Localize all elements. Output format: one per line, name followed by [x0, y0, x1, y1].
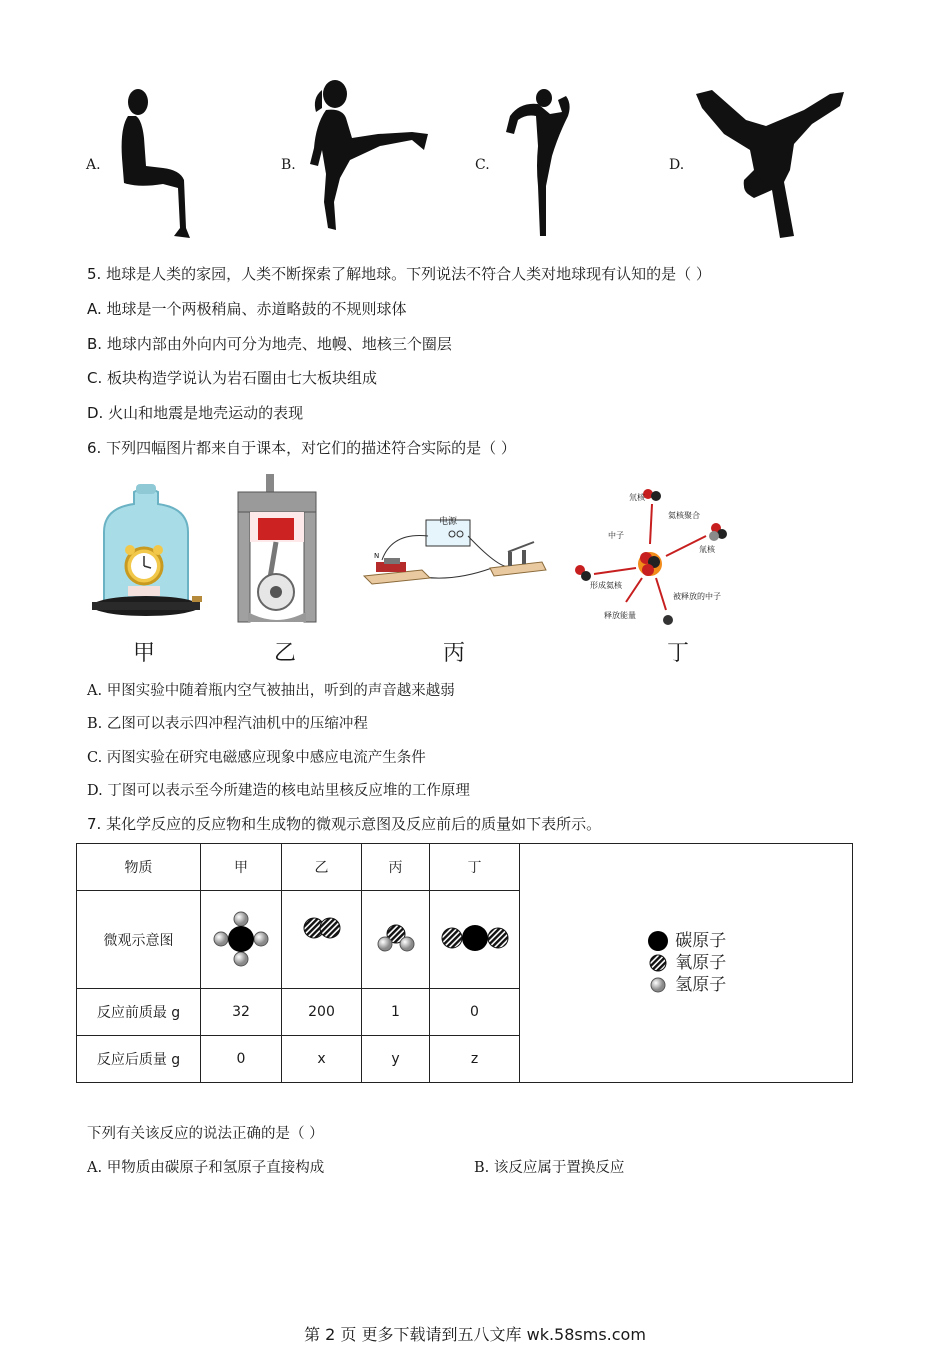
q6-option-d: D. 丁图可以表示至今所建造的核电站里核反应堆的工作原理	[87, 783, 470, 799]
hydrogen-atom-icon	[646, 974, 670, 996]
q5-option-b: B. 地球内部由外向内可分为地壳、地幔、地核三个圈层	[87, 335, 452, 353]
q7-option-a: A. 甲物质由碳原子和氢原子直接构成	[87, 1160, 325, 1176]
after-ding: z	[430, 1036, 520, 1083]
breakdancer-silhouette	[694, 86, 850, 242]
q7-question: 下列有关该反应的说法正确的是（ ）	[87, 1126, 324, 1142]
row-before-label: 反应前质最 g	[77, 989, 201, 1036]
fig-ding-label-tritium: 氚核	[699, 545, 715, 554]
before-yi: 200	[282, 989, 362, 1036]
legend-hydrogen-label: 氢原子	[675, 975, 727, 995]
micro-yi	[282, 891, 362, 989]
q4-option-b-label: B.	[281, 157, 296, 173]
reaction-table	[76, 843, 853, 1083]
legend-carbon	[646, 930, 726, 952]
kicking-person-silhouette	[300, 78, 432, 234]
row-after-label: 反应后质量 g	[77, 1036, 201, 1083]
after-jia: 0	[201, 1036, 282, 1083]
fig-ding-label-released-neutron: 被释放的中子	[673, 592, 721, 601]
fig-bing-power-label: 电源	[439, 517, 458, 527]
q4-option-d-label: D.	[669, 157, 685, 173]
q5-option-d: D. 火山和地震是地壳运动的表现	[87, 404, 304, 422]
before-jia: 32	[201, 989, 282, 1036]
nuclear-fusion-figure	[566, 484, 734, 630]
before-ding: 0	[430, 989, 520, 1036]
after-yi: x	[282, 1036, 362, 1083]
q6-option-b: B. 乙图可以表示四冲程汽油机中的压缩冲程	[87, 716, 368, 732]
table-header-yi: 乙	[282, 844, 362, 891]
q6-option-c: C. 丙图实验在研究电磁感应现象中感应电流产生条件	[87, 750, 426, 766]
legend-hydrogen	[646, 974, 726, 996]
engine-cylinder-figure	[228, 472, 326, 626]
micro-ding	[430, 891, 520, 989]
oxygen-molecule-icon	[297, 898, 347, 958]
row-micro-label: 微观示意图	[77, 891, 201, 989]
q7-option-b: B. 该反应属于置换反应	[474, 1160, 625, 1176]
table-header-substance: 物质	[77, 844, 201, 891]
fig-ding-label-energy: 释放能量	[604, 611, 636, 620]
q4-option-a-label: A.	[86, 157, 101, 173]
table-header-jia: 甲	[201, 844, 282, 891]
page-footer: 第 2 页 更多下载请到五八文库 wk.58sms.com	[304, 1325, 646, 1344]
q5-option-c: C. 板块构造学说认为岩石圈由七大板块组成	[87, 369, 378, 387]
caption-bing: 丙	[443, 641, 466, 666]
caption-jia: 甲	[133, 641, 156, 666]
table-header-ding: 丁	[430, 844, 520, 891]
q4-option-c-label: C.	[475, 157, 490, 173]
fig-ding-label-helium: 形成氦核	[590, 581, 622, 590]
methane-molecule-icon	[211, 908, 271, 968]
q6-option-a: A. 甲图实验中随着瓶内空气被抽出，听到的声音越来越弱	[87, 683, 455, 699]
legend-oxygen	[646, 952, 726, 974]
carbon-atom-icon	[646, 930, 670, 952]
dancer-silhouette	[500, 86, 580, 242]
atom-legend-cell	[520, 844, 853, 1083]
fig-ding-label-neutron: 中子	[608, 531, 624, 540]
q6-stem: 6. 下列四幅图片都来自于课本，对它们的描述符合实际的是（ ）	[87, 439, 516, 457]
bell-jar-alarm-clock-figure	[88, 482, 204, 626]
q5-option-a: A. 地球是一个两极稍扁、赤道略鼓的不规则球体	[87, 300, 407, 318]
fig-ding-label-deuterium: 氘核	[629, 493, 645, 502]
before-bing: 1	[362, 989, 430, 1036]
caption-yi: 乙	[274, 641, 297, 666]
oxygen-atom-icon	[646, 952, 670, 974]
q5-stem: 5. 地球是人类的家园，人类不断探索了解地球。下列说法不符合人类对地球现有认知的是（ ）	[87, 265, 711, 283]
sitting-person-silhouette	[108, 88, 198, 240]
fig-ding-label-fusion: 氦核聚合	[668, 511, 700, 520]
q7-stem: 7. 某化学反应的反应物和生成物的微观示意图及反应前后的质量如下表所示。	[87, 815, 602, 833]
micro-jia	[201, 891, 282, 989]
carbon-dioxide-molecule-icon	[439, 908, 511, 968]
table-header-bing: 丙	[362, 844, 430, 891]
after-bing: y	[362, 1036, 430, 1083]
legend-oxygen-label: 氧原子	[675, 953, 727, 973]
micro-bing	[362, 891, 430, 989]
svg-text:N: N	[374, 552, 380, 560]
water-molecule-icon	[371, 908, 421, 968]
caption-ding: 丁	[667, 641, 690, 666]
legend-carbon-label: 碳原子	[675, 931, 727, 951]
